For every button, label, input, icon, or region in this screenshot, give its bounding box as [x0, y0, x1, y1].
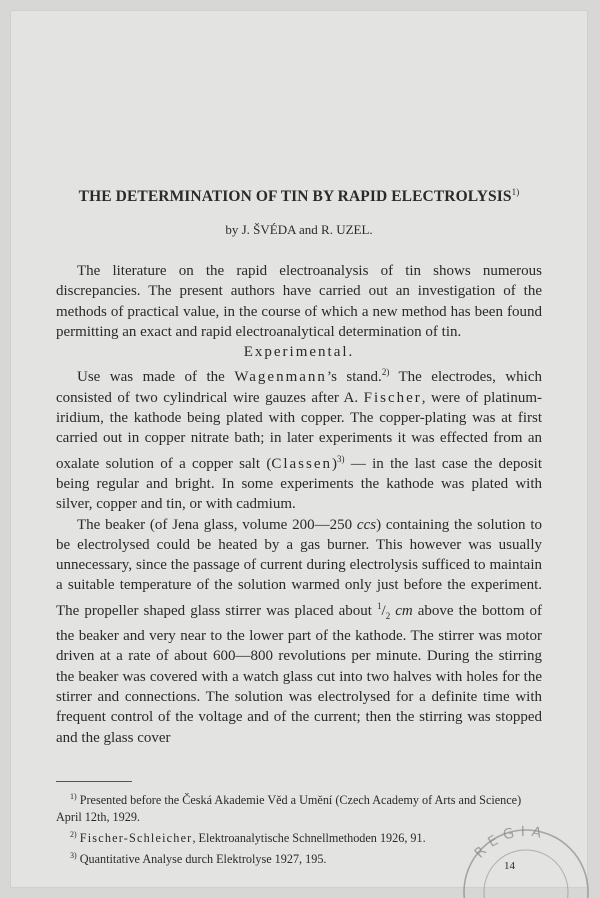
footnote-3-mark: 3): [70, 851, 77, 861]
paragraph-procedure: The beaker (of Jena glass, volume 200—250 ccs) containing the solution to be electrolysed could be heated by a gas burner. This however was usually unnecessary, since the passage of current during electrolysis sufficed to maintain a suitable temperature of the solution warmed only just before the experiment. The propeller shaped glass stirrer was placed about $^1/_2$ cm above the bottom of the beaker and very near to the lower part of the kathode. The stirrer was motor driven at a rate of about 600—800 revolutions per minute. During the stirring the beaker was covered with a watch glass cut into two halves with holes for the stirrer and connections. The solution was electrolysed for a definite time with frequent control of the voltage and of the current; then the stirring was stopped and the glass cover: [56, 516, 543, 746]
author-name-classen: Classen: [271, 455, 332, 472]
footnote-1-text: Presented before the Česká Akademie Věd a Umění (Czech Academy of Arts and Science) April 12th, 1929.: [56, 793, 522, 825]
unit-cm: cm: [395, 602, 413, 619]
footnote-ref-3: 3): [337, 453, 345, 464]
footnote-ref-2: 2): [381, 367, 390, 378]
abstract-paragraph: The literature on the rapid electroanalysis of tin shows numerous discrepancies. The present authors have carried out an investigation of the methods of practical value, in the course of which a new method has been found permitting an exact and rapid electroanalytical determination of tin.: [56, 263, 542, 340]
fraction-numerator: 1: [377, 600, 382, 611]
stamp-inner-ring: [484, 850, 568, 898]
p1-text-b: ’s stand.: [326, 369, 382, 386]
p1-text-c: The electrodes, which consisted of two cylindrical wire gauzes after A.: [56, 369, 542, 406]
footnote-2-mark: 2): [70, 830, 77, 840]
p1-text-d: , were of platinum-iridium, the kathode being plated with copper. The copper-plating was at first carried out in copper nitrate bath; in later experiments it was effected from an oxalate solution of a copper salt (: [56, 389, 542, 472]
stamp-text: REGIA: [471, 823, 549, 862]
footnote-divider: [56, 781, 132, 782]
author-name-wagenmann: Wagenmann: [234, 369, 327, 386]
p1-text-a: Use was made of the: [77, 369, 235, 386]
article-body: [56, 261, 542, 748]
p2-text-a: The beaker (of Jena glass, volume 200—250: [77, 516, 357, 533]
p1-text-f: — in the last case the deposit being regular and bright. In some experiments the kathode was plated with silver, copper and tin, or with cadmium.: [56, 455, 542, 513]
page-number: 14: [504, 860, 515, 872]
title-footnote-ref: 1): [511, 187, 520, 197]
article-title: [56, 187, 542, 206]
unit-ccs: ccs: [356, 516, 377, 533]
fraction-denominator: 2: [385, 610, 391, 621]
p1-text-e: ): [332, 455, 337, 472]
author-name-fischer: Fischer: [363, 389, 422, 406]
footnote-3-text: Quantitative Analyse durch Elektrolyse 1927, 195.: [76, 852, 327, 867]
paragraph-apparatus: [56, 362, 542, 514]
title-text: THE DETERMINATION OF TIN BY RAPID ELECTROLYSIS: [78, 188, 512, 206]
p2-text-c: above the bottom of the beaker and very near to the lower part of the kathode. The stirrer was motor driven at a rate of about 600—800 revolutions per minute. During the stirring the beaker was covered with a watch glass cut into two halves with holes for the stirrer and connections. The solution was electrolysed for a definite time with frequent control of the voltage and of the current; then the stirring was stopped and the glass cover: [56, 602, 543, 746]
section-heading: Experimental.: [243, 344, 355, 361]
p2-text-b: ) containing the solution to be electrolysed could be heated by a gas burner. This however was usually unnecessary, since the passage of current during electrolysis sufficed to maintain a suitable temperature of the solution warmed only just before the experiment. The propeller shaped glass stirrer was placed about: [56, 516, 542, 619]
author-line: by J. ŠVÉDA and R. UZEL.: [225, 222, 373, 237]
footnote-2-text: , Elektroanalytische Schnellmethoden 1926, 91.: [192, 831, 426, 846]
footnote-1-mark: 1): [70, 792, 77, 801]
stamp-lettering: [472, 824, 549, 862]
footnote-2-author: Fischer-Schleicher: [79, 831, 193, 846]
library-stamp: [452, 800, 592, 898]
